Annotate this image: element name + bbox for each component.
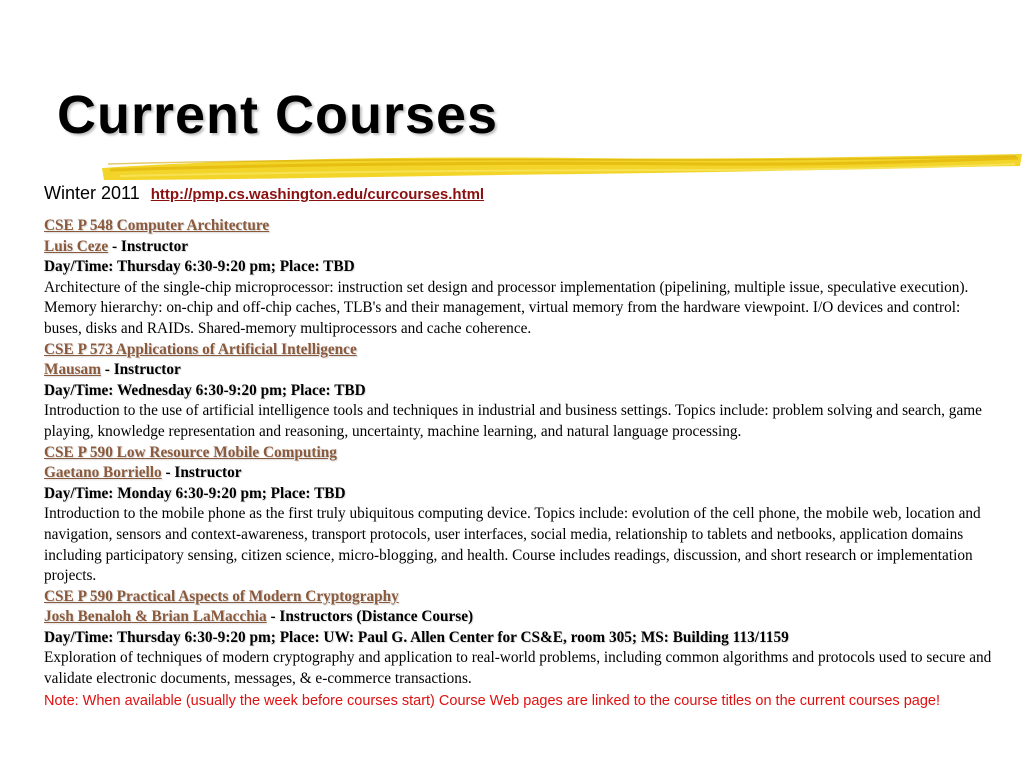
instructor-link[interactable]: Luis Ceze [44,237,109,255]
course-daytime: Day/Time: Thursday 6:30-9:20 pm; Place: TBD [44,258,355,276]
instructor-link[interactable]: Gaetano Borriello [44,464,162,482]
instructor-role: - Instructor [161,464,242,482]
instructor-role: - Instructor [100,361,181,379]
course-title-link[interactable]: CSE P 573 Applications of Artificial Intelligence [44,340,357,358]
course-item [44,443,994,587]
term-line [44,181,484,207]
course-item [44,587,994,690]
note-text: Note: When available (usually the week before courses start) Course Web pages are linked to the course titles on the current courses page! [44,693,940,709]
term-url-link[interactable]: http://pmp.cs.washington.edu/curcourses.html [150,186,485,203]
course-description: Architecture of the single-chip microprocessor: instruction set design and processor implementation (pipelining, multiple issue, speculative execution). Memory hierarchy: on-chip and off-chip caches, TLB's and their management, virtual memory from the hardware viewpoint. I/O devices and control: buses, disks and RAIDs. Shared-memory multiprocessors and cache coherence. [44,278,969,337]
instructor-line [44,360,994,381]
course-title-link[interactable]: CSE P 548 Computer Architecture [44,217,270,234]
instructor-line [44,607,994,628]
instructor-line [44,463,994,484]
instructor-line [44,237,994,258]
course-title-link[interactable]: CSE P 590 Practical Aspects of Modern Cryptography [44,587,399,605]
course-list [44,216,994,690]
course-description: Introduction to the mobile phone as the first truly ubiquitous computing device. Topics include: evolution of the cell phone, the mobile web, location and navigation, sensors and context-awareness, transport protocols, user interfaces, social media, relationship to tablets and netbooks, application domains including participatory sensing, citizen science, micro-blogging, and health. Course includes readings, discussion, and short research or implementation projects. [44,505,981,585]
course-daytime: Day/Time: Wednesday 6:30-9:20 pm; Place: TBD [44,381,366,399]
term-label: Winter 2011 [44,183,140,203]
course-item [44,340,994,443]
course-description: Introduction to the use of artificial intelligence tools and techniques in industrial and business settings. Topics include: problem solving and search, game playing, knowledge representation and reasoning, uncertainty, machine learning, and natural language processing. [44,402,982,440]
course-item [44,216,994,340]
instructor-role: - Instructor [108,237,189,255]
instructor-link[interactable]: Mausam [44,361,101,379]
course-description: Exploration of techniques of modern cryptography and application to real-world problems, including common algorithms and protocols used to secure and validate electronic documents, messages, & e-commerce transactions. [44,649,992,688]
instructor-role: - Instructors (Distance Course) [266,608,474,626]
course-daytime: Day/Time: Thursday 6:30-9:20 pm; Place: UW: Paul G. Allen Center for CS&E, room 305; MS: Building 113/1159 [44,628,789,646]
instructor-link[interactable]: Josh Benaloh & Brian LaMacchia [44,608,267,626]
course-daytime: Day/Time: Monday 6:30-9:20 pm; Place: TBD [44,484,346,502]
page-title: Current Courses [57,85,499,145]
course-title-link[interactable]: CSE P 590 Low Resource Mobile Computing [44,443,337,461]
